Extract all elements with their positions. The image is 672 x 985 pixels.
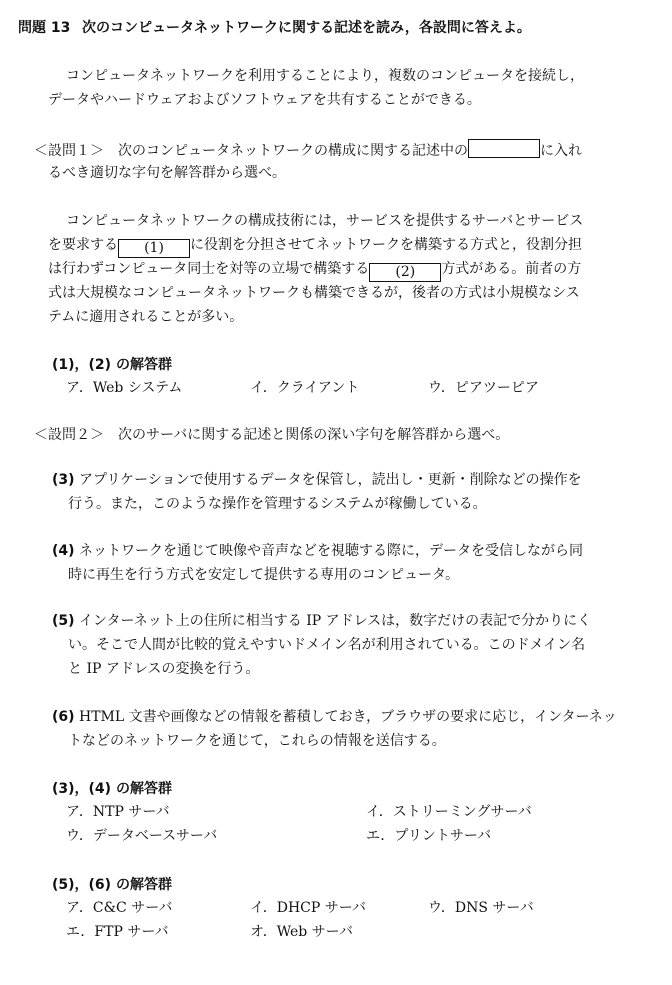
q1-passage-line-3 <box>48 259 581 282</box>
item-5-line-2: い。そこで人間が比較的覚えやすいドメイン名が利用されている。このドメイン名 <box>68 637 586 653</box>
answer-34-e: エ．プリントサーバ <box>366 828 492 844</box>
item-text: アプリケーションで使用するデータを保管し，読出し・更新・削除などの操作を <box>79 472 582 488</box>
item-number: (5) <box>52 613 75 629</box>
q2-instruction: ＜設問２＞ 次のサーバに関する記述と関係の深い字句を解答群から選べ。 <box>34 427 510 443</box>
q1-answer-u: ウ．ピアツーピア <box>428 380 539 396</box>
answer-34-i: イ．ストリーミングサーバ <box>366 804 532 820</box>
item-3-line-2: 行う。また，このような操作を管理するシステムが稼働している。 <box>68 496 487 512</box>
answer-56-o: オ．Web サーバ <box>250 924 353 940</box>
item-number: (3) <box>52 472 75 488</box>
item-3-line-1 <box>52 470 582 490</box>
answer-34-a: ア．NTP サーバ <box>66 804 170 820</box>
blank-box <box>468 139 540 158</box>
q1-instruction-tail: に入れ <box>540 143 582 159</box>
question-number: 問題 13 <box>18 20 71 36</box>
item-number: (4) <box>52 543 75 559</box>
answer-group-34-head: (3)，(4) の解答群 <box>52 781 172 797</box>
item-text: ネットワークを通じて映像や音声などを視聴する際に，データを受信しながら同 <box>79 543 583 559</box>
q1-answer-a: ア．Web システム <box>66 380 183 396</box>
answer-group-56-head: (5)，(6) の解答群 <box>52 877 172 893</box>
item-text: HTML 文書や画像などの情報を蓄積しておき，ブラウザの要求に応じ，インターネッ <box>79 709 617 725</box>
q1-passage-line-4: 式は大規模なコンピュータネットワークも構築できるが，後者の方式は小規模なシス <box>48 285 580 301</box>
q1-instruction-line-1 <box>34 139 582 161</box>
q1-passage-text: は行わずコンピュータ同士を対等の立場で構築する <box>48 261 370 277</box>
item-text: インターネット上の住所に相当する IP アドレスは，数字だけの表記で分かりにく <box>79 613 592 629</box>
q1-passage-text: 方式がある。前者の方 <box>441 261 582 277</box>
question-title: 次のコンピュータネットワークに関する記述を読み，各設問に答えよ。 <box>82 20 531 36</box>
intro-line-2: データやハードウェアおよびソフトウェアを共有することができる。 <box>48 92 481 108</box>
q1-answer-i: イ．クライアント <box>250 380 360 396</box>
item-6-line-2: トなどのネットワークを通じて，これらの情報を送信する。 <box>68 733 446 749</box>
intro-line-1: コンピュータネットワークを利用することにより，複数のコンピュータを接続し， <box>66 68 584 84</box>
item-number: (6) <box>52 709 75 725</box>
q1-answer-group-head: (1)，(2) の解答群 <box>52 357 172 373</box>
q1-instruction-line-2: るべき適切な字句を解答群から選べ。 <box>48 165 286 181</box>
q1-passage-text: に役割を分担させてネットワークを構築する方式と，役割分担 <box>190 237 582 253</box>
q1-passage-line-5: テムに適用されることが多い。 <box>48 309 244 325</box>
answer-56-a: ア．C&C サーバ <box>66 900 173 916</box>
answer-56-u: ウ．DNS サーバ <box>428 900 534 916</box>
answer-34-u: ウ．データベースサーバ <box>66 828 218 844</box>
blank-2: (2) <box>369 263 441 282</box>
item-4-line-1 <box>52 541 583 561</box>
item-6-line-1 <box>52 707 617 727</box>
item-5-line-3: と IP アドレスの変換を行う。 <box>68 661 260 677</box>
item-4-line-2: 時に再生を行う方式を安定して提供する専用のコンピュータ。 <box>68 567 460 583</box>
q1-instruction-text: ＜設問１＞ 次のコンピュータネットワークの構成に関する記述中の <box>34 143 468 159</box>
blank-1: (1) <box>118 239 190 258</box>
q1-passage-text: を要求する <box>48 237 118 253</box>
answer-56-e: エ．FTP サーバ <box>66 924 169 940</box>
q1-passage-line-1: コンピュータネットワークの構成技術には，サービスを提供するサーバとサービス <box>66 213 584 229</box>
q1-passage-line-2 <box>48 235 582 258</box>
item-5-line-1 <box>52 611 591 631</box>
answer-56-i: イ．DHCP サーバ <box>250 900 367 916</box>
